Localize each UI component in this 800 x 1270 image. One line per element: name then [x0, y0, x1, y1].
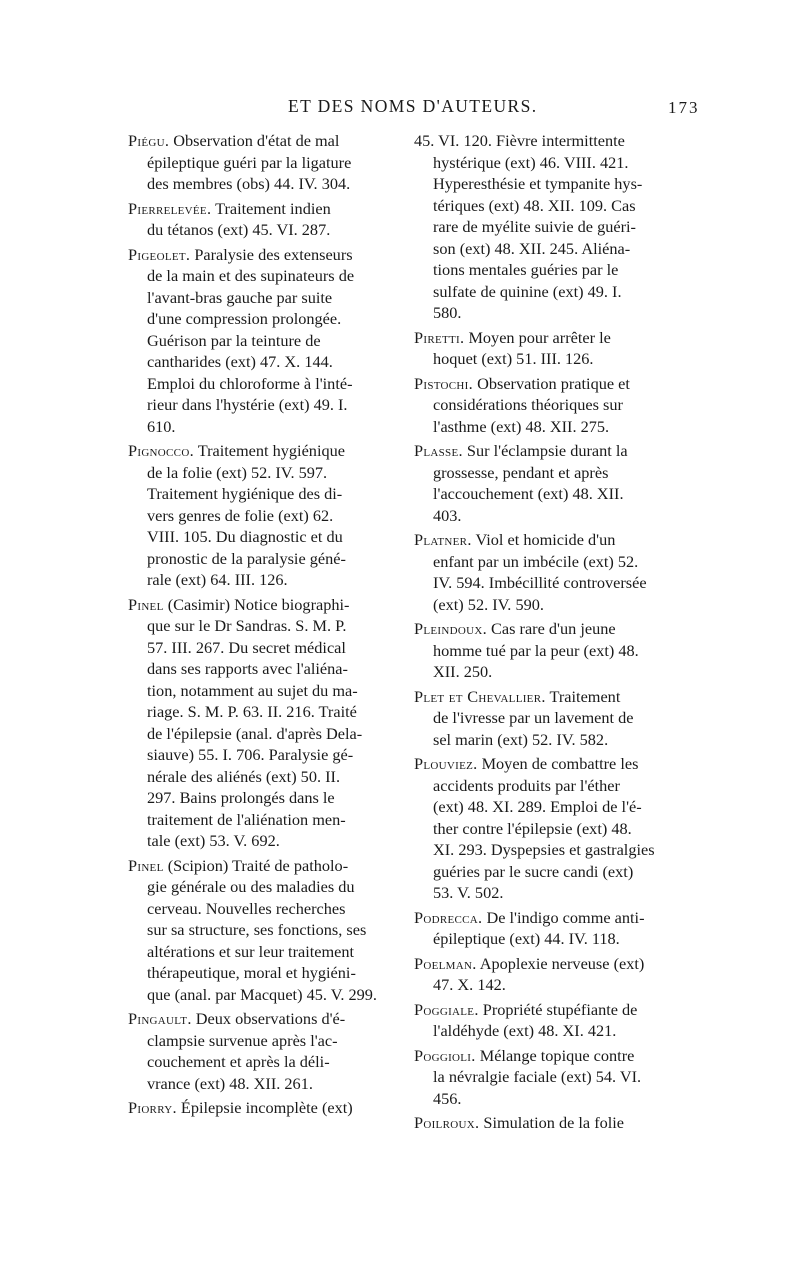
entry-text: XI. 293. Dyspepsies et gastralgies — [433, 840, 655, 859]
entry-text: Moyen de combattre les — [481, 754, 639, 773]
entry-text: cantharides (ext) 47. X. 144. — [147, 352, 333, 371]
entry-line — [128, 526, 392, 548]
entry-line — [414, 216, 676, 238]
entry-text: 47. X. 142. — [433, 975, 506, 994]
entry-text: Moyen pour arrêter le — [468, 327, 611, 347]
author-name: Plet et Chevallier. — [414, 686, 546, 706]
entry-line — [128, 855, 392, 877]
entry-line — [414, 796, 676, 818]
entry-text: gie générale ou des maladies du — [147, 877, 355, 896]
entry-text: l'aldéhyde (ext) 48. XI. 421. — [433, 1021, 617, 1040]
entry-text: VIII. 105. Du diagnostic et du — [147, 527, 343, 546]
index-entry — [128, 594, 392, 852]
entry-line — [128, 219, 392, 241]
entry-text: des membres (obs) 44. IV. 304. — [147, 174, 351, 193]
entry-text: Observation d'état de mal — [173, 131, 340, 150]
entry-text: Apoplexie nerveuse (ext) — [479, 953, 645, 973]
entry-line — [128, 244, 392, 266]
entry-text: guéries par le sucre candi (ext) — [433, 861, 634, 881]
index-entry — [128, 1008, 392, 1094]
entry-line — [414, 572, 676, 594]
entry-line — [128, 1073, 392, 1095]
entry-line — [414, 173, 676, 195]
entry-line — [128, 658, 392, 680]
entry-text: que (anal. par Macquet) 45. V. 299. — [147, 984, 377, 1004]
author-name: Podrecca. — [414, 907, 483, 927]
author-name: Poelman. — [414, 953, 477, 973]
entry-line — [414, 152, 676, 174]
entry-text: Traitement — [549, 686, 621, 706]
entry-line — [128, 766, 392, 788]
entry-line — [414, 818, 676, 840]
entry-text: tériques (ext) 48. XII. 109. Cas — [433, 195, 636, 215]
entry-line — [414, 238, 676, 260]
entry-text: 45. VI. 120. Fièvre intermittente — [414, 131, 625, 150]
index-entry — [128, 855, 392, 1006]
entry-line — [414, 327, 676, 349]
entry-text: 403. — [433, 505, 462, 525]
entry-line — [128, 830, 392, 852]
entry-line — [414, 999, 676, 1021]
entry-line — [414, 839, 676, 861]
entry-line — [414, 416, 676, 438]
entry-text: vrance (ext) 48. XII. 261. — [147, 1073, 313, 1093]
entry-text: la névralgie faciale (ext) 54. VI. — [433, 1067, 642, 1086]
entry-text: 297. Bains prolongés dans le — [147, 788, 335, 807]
entry-text: Mélange topique contre — [479, 1045, 635, 1065]
author-name: Piégu. — [128, 131, 170, 150]
author-name: Poggiale. — [414, 999, 479, 1019]
entry-text: 456. — [433, 1088, 462, 1108]
entry-line — [128, 809, 392, 831]
entry-line — [128, 173, 392, 195]
entry-line — [414, 462, 676, 484]
entry-text: thérapeutique, moral et hygiéni- — [147, 963, 356, 982]
author-name: Pleindoux. — [414, 619, 487, 638]
entry-line — [128, 594, 392, 616]
entry-text: l'asthme (ext) 48. XII. 275. — [433, 416, 610, 436]
author-name: Piretti. — [414, 327, 465, 347]
author-name: Pingault. — [128, 1009, 192, 1028]
entry-text: épileptique (ext) 44. IV. 118. — [433, 929, 620, 948]
entry-line — [128, 984, 392, 1006]
entry-text: de l'ivresse par un lavement de — [433, 708, 634, 727]
entry-line — [128, 701, 392, 723]
entry-text: rare de myélite suivie de guéri- — [433, 217, 636, 236]
entry-text: de la main et des supinateurs de — [147, 266, 355, 285]
author-name: Pierrelevée. — [128, 198, 212, 218]
entry-line — [128, 330, 392, 352]
page-number: 173 — [668, 98, 700, 117]
entry-line — [128, 394, 392, 416]
index-entry — [414, 440, 676, 526]
entry-line — [128, 1051, 392, 1073]
entry-text: Sur l'éclampsie durant la — [466, 441, 628, 460]
entry-text: dans ses rapports avec l'aliéna- — [147, 659, 348, 678]
author-name: Pignocco. — [128, 441, 194, 460]
entry-line — [128, 351, 392, 373]
entry-line — [128, 569, 392, 591]
entry-text: rieur dans l'hystérie (ext) 49. I. — [147, 395, 348, 414]
index-entry — [128, 130, 392, 195]
entry-text: 57. III. 267. Du secret médical — [147, 637, 346, 657]
entry-line — [414, 974, 676, 996]
entry-text: d'une compression prolongée. — [147, 309, 342, 328]
entry-text: clampsie survenue après l'ac- — [147, 1030, 338, 1050]
index-entry — [414, 529, 676, 615]
index-entry — [128, 1097, 392, 1119]
entry-line — [414, 1112, 676, 1134]
entry-text: siauve) 55. I. 706. Paralysie gé- — [147, 745, 354, 764]
entry-line — [128, 919, 392, 941]
author-name: Plouviez. — [414, 754, 478, 773]
entry-text: Traitement hygiénique — [197, 441, 345, 460]
index-entry — [414, 686, 676, 751]
entry-text: (Casimir) Notice biographi- — [167, 594, 350, 614]
author-name: Piorry. — [128, 1098, 177, 1117]
author-name: Pinel — [128, 855, 164, 875]
entry-line — [414, 1088, 676, 1110]
entry-line — [414, 348, 676, 370]
entry-text: tions mentales guéries par le — [433, 260, 619, 279]
entry-line — [414, 1066, 676, 1088]
index-entry — [414, 373, 676, 438]
entry-text: Hyperesthésie et tympanite hys- — [433, 174, 643, 193]
index-entry — [414, 327, 676, 370]
entry-text: tion, notamment au sujet du ma- — [147, 680, 358, 700]
entry-line — [128, 152, 392, 174]
entry-line — [128, 637, 392, 659]
entry-text: épileptique guéri par la ligature — [147, 152, 352, 172]
entry-line — [414, 640, 676, 662]
entry-text: Propriété stupéfiante de — [482, 999, 638, 1019]
entry-line — [128, 941, 392, 963]
entry-line — [128, 744, 392, 766]
entry-text: couchement et après la déli- — [147, 1052, 330, 1071]
index-entry — [128, 244, 392, 438]
entry-line — [128, 373, 392, 395]
entry-line — [414, 551, 676, 573]
entry-text: son (ext) 48. XII. 245. Aliéna- — [433, 238, 631, 258]
entry-text: vers genres de folie (ext) 62. — [147, 505, 334, 525]
entry-text: (ext) 48. XI. 289. Emploi de l'é- — [433, 797, 642, 816]
author-name: Platner. — [414, 530, 472, 549]
entry-line — [414, 281, 676, 303]
entry-line — [128, 1097, 392, 1119]
entry-text: rale (ext) 64. III. 126. — [147, 570, 288, 589]
entry-line — [414, 618, 676, 640]
entry-text: altérations et sur leur traitement — [147, 941, 355, 961]
entry-text: considérations théoriques sur — [433, 395, 623, 414]
author-name: Pigeolet. — [128, 244, 191, 264]
index-entry — [414, 753, 676, 904]
entry-line — [414, 907, 676, 929]
entry-text: riage. S. M. P. 63. II. 216. Traité — [147, 702, 357, 721]
entry-line — [414, 529, 676, 551]
entry-text: traitement de l'aliénation men- — [147, 809, 346, 829]
entry-text: sur sa structure, ses fonctions, ses — [147, 920, 367, 939]
entry-text: 580. — [433, 303, 462, 322]
index-entry — [414, 953, 676, 996]
entry-line — [414, 440, 676, 462]
entry-text: pronostic de la paralysie géné- — [147, 548, 346, 568]
entry-line — [414, 882, 676, 904]
entry-line — [414, 753, 676, 775]
entry-text: accidents produits par l'éther — [433, 775, 620, 795]
entry-text: Viol et homicide d'un — [475, 530, 616, 549]
entry-text: 610. — [147, 416, 176, 436]
entry-line — [128, 548, 392, 570]
entry-text: l'accouchement (ext) 48. XII. — [433, 484, 624, 503]
entry-line — [128, 962, 392, 984]
entry-text: De l'indigo comme anti- — [486, 907, 645, 927]
entry-text: XII. 250. — [433, 662, 493, 681]
entry-line — [128, 898, 392, 920]
entry-text: sulfate de quinine (ext) 49. I. — [433, 281, 622, 301]
entry-line — [414, 483, 676, 505]
entry-line — [414, 729, 676, 751]
entry-text: Épilepsie incomplète (ext) — [180, 1098, 353, 1117]
entry-line — [128, 440, 392, 462]
entry-line — [414, 707, 676, 729]
index-entry — [128, 440, 392, 591]
author-name: Poilroux. — [414, 1113, 480, 1132]
entry-text: que sur le Dr Sandras. S. M. P. — [147, 616, 347, 635]
entry-text: du tétanos (ext) 45. VI. 287. — [147, 220, 331, 239]
entry-text: sel marin (ext) 52. IV. 582. — [433, 729, 609, 749]
entry-line — [414, 594, 676, 616]
entry-line — [128, 462, 392, 484]
entry-text: (Scipion) Traité de patholo- — [167, 855, 349, 875]
index-entry — [414, 999, 676, 1042]
entry-text: tale (ext) 53. V. 692. — [147, 831, 280, 850]
entry-line — [414, 373, 676, 395]
index-entry — [414, 1112, 676, 1134]
entry-text: Traitement indien — [215, 198, 331, 218]
entry-line — [414, 953, 676, 975]
entry-line — [414, 1020, 676, 1042]
entry-text: l'avant-bras gauche par suite — [147, 287, 333, 307]
entry-line — [414, 775, 676, 797]
entry-text: hoquet (ext) 51. III. 126. — [433, 349, 594, 368]
entry-line — [128, 505, 392, 527]
entry-line — [414, 928, 676, 950]
running-header — [0, 96, 800, 126]
entry-text: Cas rare d'un jeune — [491, 619, 616, 638]
index-entry — [414, 907, 676, 950]
entry-text: Guérison par la teinture de — [147, 330, 321, 350]
entry-text: nérale des aliénés (ext) 50. II. — [147, 766, 341, 786]
entry-line — [128, 483, 392, 505]
index-entry — [128, 198, 392, 241]
entry-text: de la folie (ext) 52. IV. 597. — [147, 462, 328, 482]
entry-line — [414, 1045, 676, 1067]
entry-line — [414, 661, 676, 683]
entry-text: Traitement hygiénique des di- — [147, 484, 343, 503]
entry-text: Emploi du chloroforme à l'inté- — [147, 373, 353, 393]
entry-line — [128, 680, 392, 702]
entry-line — [128, 287, 392, 309]
entry-line — [128, 787, 392, 809]
entry-line — [128, 615, 392, 637]
entry-line — [414, 505, 676, 527]
author-name: Plasse. — [414, 441, 463, 460]
entry-text: IV. 594. Imbécillité controversée — [433, 573, 647, 592]
entry-line — [128, 265, 392, 287]
entry-line — [414, 195, 676, 217]
entry-text: 53. V. 502. — [433, 883, 504, 902]
entry-text: Simulation de la folie — [483, 1113, 625, 1132]
entry-text: (ext) 52. IV. 590. — [433, 594, 544, 614]
entry-text: Deux observations d'é- — [195, 1009, 346, 1028]
author-name: Pistochi. — [414, 373, 474, 393]
entry-text: cerveau. Nouvelles recherches — [147, 898, 346, 918]
entry-line — [128, 130, 392, 152]
entry-text: enfant par un imbécile (ext) 52. — [433, 551, 639, 571]
entry-line — [128, 723, 392, 745]
entry-line — [414, 861, 676, 883]
entry-line — [414, 259, 676, 281]
entry-line — [128, 876, 392, 898]
entry-text: grossesse, pendant et après — [433, 462, 609, 482]
author-name: Poggioli. — [414, 1045, 476, 1065]
entry-text: de l'épilepsie (anal. d'après Dela- — [147, 723, 363, 743]
entry-text: ther contre l'épilepsie (ext) 48. — [433, 818, 632, 838]
entry-line — [128, 1030, 392, 1052]
entry-line — [128, 416, 392, 438]
entry-line — [414, 394, 676, 416]
entry-line — [128, 198, 392, 220]
entry-line — [128, 308, 392, 330]
entry-line — [414, 130, 676, 152]
index-entry — [414, 1045, 676, 1110]
running-title: ET DES NOMS D'AUTEURS. — [288, 96, 538, 116]
entry-line — [414, 686, 676, 708]
index-entry — [414, 130, 676, 324]
entry-text: Paralysie des extenseurs — [194, 244, 353, 264]
entry-line — [128, 1008, 392, 1030]
entry-text: Observation pratique et — [477, 373, 630, 393]
left-column — [128, 130, 392, 1122]
entry-line — [414, 302, 676, 324]
entry-text: hystérique (ext) 46. VIII. 421. — [433, 152, 629, 172]
index-entry — [414, 618, 676, 683]
right-column — [414, 130, 676, 1137]
author-name: Pinel — [128, 594, 164, 614]
entry-text: homme tué par la peur (ext) 48. — [433, 640, 639, 660]
